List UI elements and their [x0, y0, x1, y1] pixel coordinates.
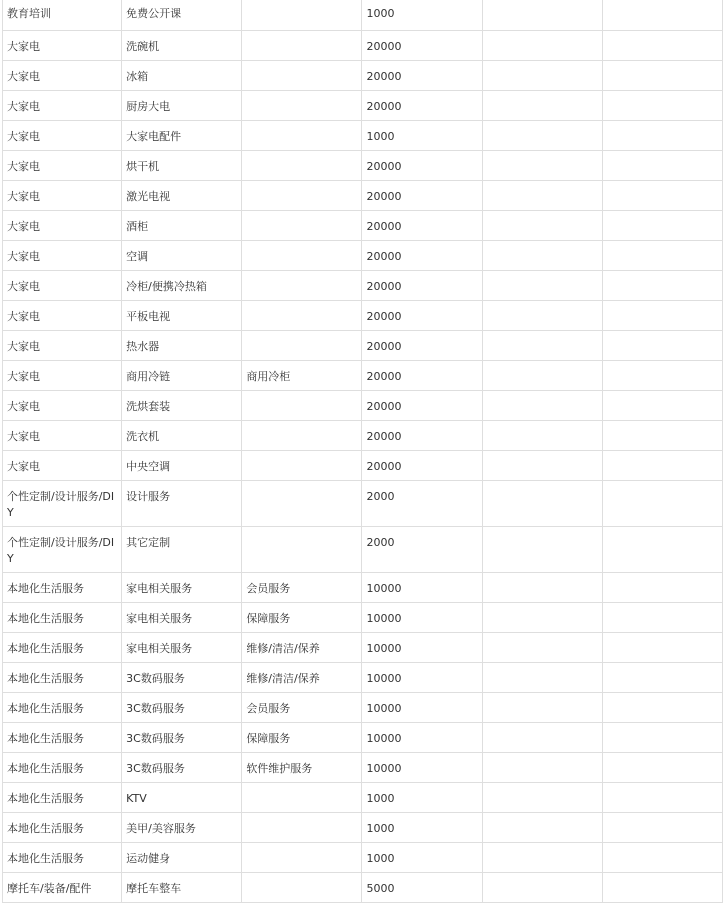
table-cell-col-4: 20000 — [362, 330, 482, 360]
table-cell-col-1: 本地化生活服务 — [3, 692, 122, 722]
table-cell-col-3 — [242, 210, 362, 240]
table-cell-col-4: 20000 — [362, 90, 482, 120]
table-cell-col-5 — [482, 210, 602, 240]
table-row — [3, 300, 723, 330]
table-row — [3, 420, 723, 450]
table-cell-col-4: 2000 — [362, 526, 482, 572]
table-cell-col-4: 1000 — [362, 782, 482, 812]
table-cell-col-5 — [482, 120, 602, 150]
table-cell-col-3: 保障服务 — [242, 722, 362, 752]
table-cell-col-3 — [242, 872, 362, 902]
table-cell-col-5 — [482, 722, 602, 752]
category-table-container — [2, 0, 723, 903]
table-cell-col-4: 20000 — [362, 210, 482, 240]
table-cell-col-3 — [242, 480, 362, 526]
table-cell-col-5 — [482, 360, 602, 390]
table-cell-col-1: 大家电 — [3, 240, 122, 270]
table-cell-col-5 — [482, 526, 602, 572]
table-cell-col-6 — [602, 480, 722, 526]
table-cell-col-1: 教育培训 — [3, 0, 122, 30]
table-cell-col-6 — [602, 420, 722, 450]
table-cell-col-6 — [602, 842, 722, 872]
table-cell-col-1: 大家电 — [3, 120, 122, 150]
table-row — [3, 60, 723, 90]
table-cell-col-5 — [482, 812, 602, 842]
category-table — [2, 0, 723, 903]
table-cell-col-4: 20000 — [362, 420, 482, 450]
table-row — [3, 812, 723, 842]
table-row — [3, 842, 723, 872]
table-cell-col-6 — [602, 210, 722, 240]
table-cell-col-6 — [602, 812, 722, 842]
table-row — [3, 240, 723, 270]
table-cell-col-5 — [482, 150, 602, 180]
table-cell-col-6 — [602, 692, 722, 722]
table-row — [3, 602, 723, 632]
table-row — [3, 572, 723, 602]
table-row — [3, 450, 723, 480]
table-cell-col-2: 摩托车整车 — [122, 872, 242, 902]
table-cell-col-1: 大家电 — [3, 180, 122, 210]
table-cell-col-5 — [482, 60, 602, 90]
table-row — [3, 360, 723, 390]
table-cell-col-2: 冷柜/便携冷热箱 — [122, 270, 242, 300]
table-cell-col-3 — [242, 90, 362, 120]
table-cell-col-2: 美甲/美容服务 — [122, 812, 242, 842]
table-cell-col-6 — [602, 782, 722, 812]
table-cell-col-1: 大家电 — [3, 30, 122, 60]
table-cell-col-6 — [602, 390, 722, 420]
table-cell-col-1: 本地化生活服务 — [3, 722, 122, 752]
table-cell-col-4: 10000 — [362, 602, 482, 632]
table-cell-col-3 — [242, 782, 362, 812]
table-cell-col-3: 商用冷柜 — [242, 360, 362, 390]
table-cell-col-3 — [242, 0, 362, 30]
table-row — [3, 662, 723, 692]
table-cell-col-5 — [482, 90, 602, 120]
table-cell-col-2: 热水器 — [122, 330, 242, 360]
table-cell-col-5 — [482, 662, 602, 692]
table-cell-col-2: 烘干机 — [122, 150, 242, 180]
table-cell-col-5 — [482, 30, 602, 60]
table-cell-col-4: 20000 — [362, 240, 482, 270]
table-cell-col-2: 平板电视 — [122, 300, 242, 330]
table-cell-col-1: 本地化生活服务 — [3, 842, 122, 872]
table-row — [3, 692, 723, 722]
table-cell-col-6 — [602, 572, 722, 602]
table-cell-col-2: 3C数码服务 — [122, 722, 242, 752]
table-cell-col-2: 3C数码服务 — [122, 692, 242, 722]
table-cell-col-4: 20000 — [362, 300, 482, 330]
table-row — [3, 180, 723, 210]
table-cell-col-6 — [602, 0, 722, 30]
table-cell-col-4: 10000 — [362, 752, 482, 782]
table-cell-col-5 — [482, 180, 602, 210]
table-cell-col-4: 10000 — [362, 692, 482, 722]
table-cell-col-4: 20000 — [362, 360, 482, 390]
table-cell-col-6 — [602, 60, 722, 90]
table-cell-col-6 — [602, 330, 722, 360]
table-cell-col-3 — [242, 240, 362, 270]
table-cell-col-2: 免费公开课 — [122, 0, 242, 30]
table-cell-col-5 — [482, 602, 602, 632]
table-body — [3, 0, 723, 902]
table-cell-col-1: 大家电 — [3, 330, 122, 360]
table-cell-col-2: 家电相关服务 — [122, 572, 242, 602]
table-cell-col-1: 个性定制/设计服务/DIY — [3, 526, 122, 572]
table-row — [3, 120, 723, 150]
table-cell-col-3: 会员服务 — [242, 692, 362, 722]
table-cell-col-4: 5000 — [362, 872, 482, 902]
table-row — [3, 722, 723, 752]
table-cell-col-4: 10000 — [362, 572, 482, 602]
table-cell-col-2: KTV — [122, 782, 242, 812]
table-cell-col-5 — [482, 300, 602, 330]
table-cell-col-5 — [482, 480, 602, 526]
table-cell-col-3: 维修/清洁/保养 — [242, 632, 362, 662]
table-cell-col-3: 软件维护服务 — [242, 752, 362, 782]
table-cell-col-3 — [242, 526, 362, 572]
table-cell-col-2: 激光电视 — [122, 180, 242, 210]
table-cell-col-6 — [602, 120, 722, 150]
table-cell-col-2: 厨房大电 — [122, 90, 242, 120]
table-cell-col-3: 保障服务 — [242, 602, 362, 632]
table-row — [3, 526, 723, 572]
table-cell-col-2: 冰箱 — [122, 60, 242, 90]
table-cell-col-5 — [482, 872, 602, 902]
table-cell-col-5 — [482, 330, 602, 360]
table-cell-col-3 — [242, 60, 362, 90]
table-cell-col-4: 2000 — [362, 480, 482, 526]
table-cell-col-3 — [242, 180, 362, 210]
table-cell-col-2: 洗衣机 — [122, 420, 242, 450]
table-cell-col-1: 大家电 — [3, 90, 122, 120]
table-cell-col-4: 1000 — [362, 120, 482, 150]
table-cell-col-6 — [602, 872, 722, 902]
table-cell-col-6 — [602, 752, 722, 782]
table-cell-col-6 — [602, 632, 722, 662]
table-cell-col-2: 设计服务 — [122, 480, 242, 526]
table-cell-col-5 — [482, 842, 602, 872]
table-cell-col-5 — [482, 692, 602, 722]
table-cell-col-3 — [242, 842, 362, 872]
table-cell-col-3 — [242, 390, 362, 420]
table-cell-col-1: 大家电 — [3, 450, 122, 480]
table-cell-col-1: 大家电 — [3, 420, 122, 450]
table-cell-col-4: 20000 — [362, 270, 482, 300]
table-row — [3, 150, 723, 180]
table-cell-col-6 — [602, 526, 722, 572]
table-cell-col-6 — [602, 180, 722, 210]
table-row — [3, 270, 723, 300]
table-cell-col-5 — [482, 420, 602, 450]
table-cell-col-4: 10000 — [362, 632, 482, 662]
table-cell-col-1: 个性定制/设计服务/DIY — [3, 480, 122, 526]
table-cell-col-1: 大家电 — [3, 210, 122, 240]
table-cell-col-2: 其它定制 — [122, 526, 242, 572]
table-cell-col-4: 20000 — [362, 180, 482, 210]
table-cell-col-1: 本地化生活服务 — [3, 572, 122, 602]
table-cell-col-4: 20000 — [362, 60, 482, 90]
table-cell-col-2: 中央空调 — [122, 450, 242, 480]
table-cell-col-4: 20000 — [362, 450, 482, 480]
table-cell-col-4: 10000 — [362, 722, 482, 752]
table-cell-col-3 — [242, 30, 362, 60]
table-cell-col-1: 大家电 — [3, 270, 122, 300]
table-cell-col-5 — [482, 0, 602, 30]
table-row — [3, 330, 723, 360]
table-cell-col-4: 1000 — [362, 842, 482, 872]
table-row — [3, 390, 723, 420]
table-row — [3, 30, 723, 60]
table-cell-col-6 — [602, 300, 722, 330]
table-cell-col-3 — [242, 812, 362, 842]
table-cell-col-3 — [242, 330, 362, 360]
table-cell-col-1: 摩托车/装备/配件 — [3, 872, 122, 902]
table-cell-col-1: 本地化生活服务 — [3, 752, 122, 782]
table-cell-col-3 — [242, 120, 362, 150]
table-row — [3, 752, 723, 782]
table-cell-col-3 — [242, 420, 362, 450]
table-cell-col-3: 维修/清洁/保养 — [242, 662, 362, 692]
table-cell-col-6 — [602, 240, 722, 270]
table-cell-col-6 — [602, 722, 722, 752]
table-cell-col-1: 大家电 — [3, 300, 122, 330]
table-cell-col-4: 1000 — [362, 812, 482, 842]
table-cell-col-2: 酒柜 — [122, 210, 242, 240]
table-cell-col-4: 20000 — [362, 150, 482, 180]
table-cell-col-5 — [482, 450, 602, 480]
table-cell-col-1: 大家电 — [3, 390, 122, 420]
table-cell-col-1: 大家电 — [3, 60, 122, 90]
table-cell-col-6 — [602, 90, 722, 120]
table-cell-col-6 — [602, 360, 722, 390]
table-cell-col-6 — [602, 450, 722, 480]
table-cell-col-2: 3C数码服务 — [122, 752, 242, 782]
table-cell-col-5 — [482, 572, 602, 602]
table-cell-col-2: 3C数码服务 — [122, 662, 242, 692]
table-cell-col-6 — [602, 602, 722, 632]
table-cell-col-1: 大家电 — [3, 150, 122, 180]
table-cell-col-3 — [242, 150, 362, 180]
table-cell-col-5 — [482, 390, 602, 420]
table-cell-col-5 — [482, 270, 602, 300]
table-cell-col-3: 会员服务 — [242, 572, 362, 602]
table-cell-col-1: 大家电 — [3, 360, 122, 390]
table-cell-col-2: 洗烘套装 — [122, 390, 242, 420]
table-row — [3, 782, 723, 812]
table-cell-col-3 — [242, 450, 362, 480]
table-cell-col-5 — [482, 240, 602, 270]
table-cell-col-3 — [242, 300, 362, 330]
table-cell-col-4: 20000 — [362, 390, 482, 420]
table-cell-col-4: 1000 — [362, 0, 482, 30]
table-cell-col-1: 本地化生活服务 — [3, 812, 122, 842]
table-cell-col-4: 10000 — [362, 662, 482, 692]
table-row — [3, 872, 723, 902]
table-cell-col-1: 本地化生活服务 — [3, 782, 122, 812]
table-cell-col-3 — [242, 270, 362, 300]
table-cell-col-1: 本地化生活服务 — [3, 632, 122, 662]
table-cell-col-2: 洗碗机 — [122, 30, 242, 60]
table-cell-col-2: 家电相关服务 — [122, 602, 242, 632]
table-row — [3, 210, 723, 240]
table-cell-col-1: 本地化生活服务 — [3, 602, 122, 632]
table-row — [3, 90, 723, 120]
table-cell-col-2: 家电相关服务 — [122, 632, 242, 662]
table-cell-col-2: 商用冷链 — [122, 360, 242, 390]
table-cell-col-6 — [602, 270, 722, 300]
table-cell-col-5 — [482, 752, 602, 782]
table-row — [3, 480, 723, 526]
table-row — [3, 0, 723, 30]
table-cell-col-2: 运动健身 — [122, 842, 242, 872]
table-cell-col-5 — [482, 632, 602, 662]
table-cell-col-1: 本地化生活服务 — [3, 662, 122, 692]
table-cell-col-6 — [602, 150, 722, 180]
table-cell-col-6 — [602, 662, 722, 692]
table-cell-col-6 — [602, 30, 722, 60]
table-cell-col-5 — [482, 782, 602, 812]
table-cell-col-4: 20000 — [362, 30, 482, 60]
table-row — [3, 632, 723, 662]
table-cell-col-2: 大家电配件 — [122, 120, 242, 150]
table-cell-col-2: 空调 — [122, 240, 242, 270]
